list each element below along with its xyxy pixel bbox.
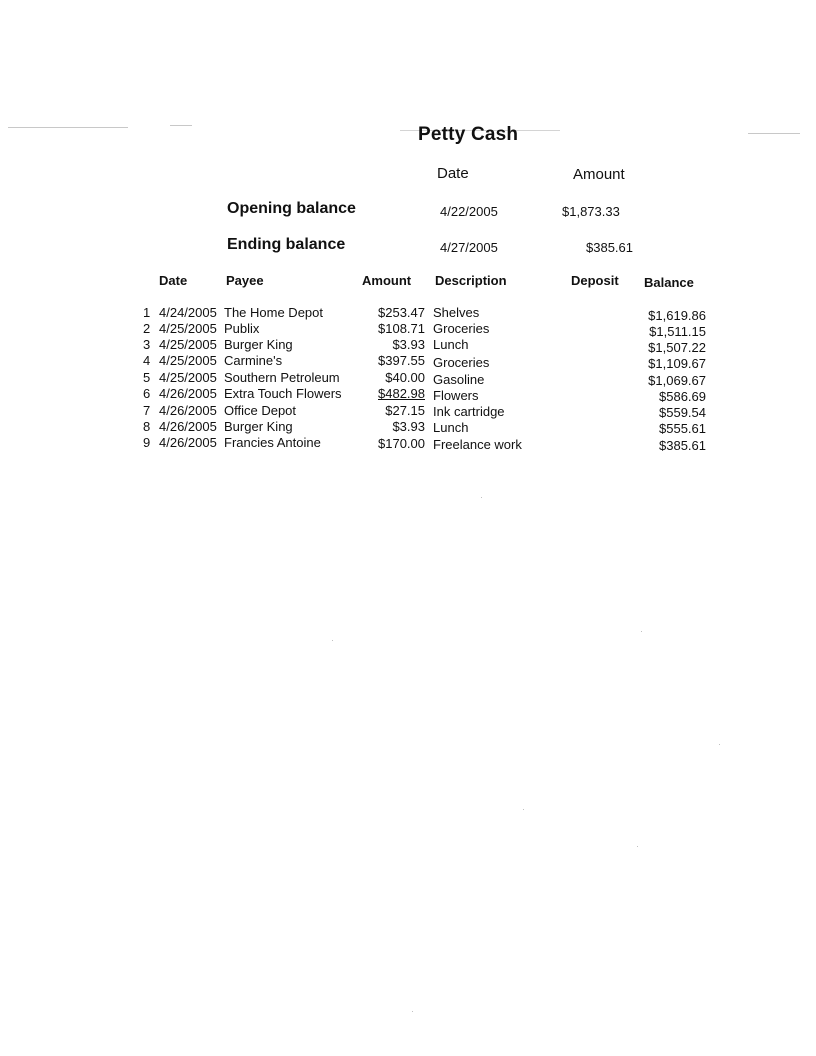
column-header-description: Description [435,273,507,288]
row-payee: The Home Depot [224,305,323,320]
row-description: Lunch [433,337,469,352]
column-header-amount: Amount [362,273,412,288]
row-amount: $253.47 [378,305,425,320]
row-date: 4/26/2005 [159,403,217,418]
row-amount: $40.00 [385,370,425,385]
page-title: Petty Cash [418,124,519,145]
opening-balance-label: Opening balance [227,200,356,217]
row-date: 4/25/2005 [159,370,217,385]
row-payee: Burger King [224,337,293,352]
scan-artifact [170,125,192,126]
column-header-payee: Payee [226,273,264,288]
row-balance: $1,507.22 [648,340,706,355]
row-description: Shelves [433,305,480,320]
row-amount: $482.98 [378,386,425,401]
row-balance: $1,619.86 [648,308,706,323]
scan-speck [332,640,333,641]
scan-speck [641,631,642,632]
scan-speck [637,846,638,847]
scan-speck [412,1011,413,1012]
summary-amount-header: Amount [573,166,625,183]
scan-speck [523,809,524,810]
row-description: Gasoline [433,372,485,387]
scan-artifact [8,127,128,128]
ending-balance-amount: $385.61 [586,240,633,255]
row-number: 9 [143,435,151,450]
row-balance: $586.69 [659,389,706,404]
row-payee: Carmine's [224,353,283,368]
row-amount: $3.93 [392,337,425,352]
row-amount: $3.93 [392,419,425,434]
table-row [0,386,816,402]
row-balance: $1,069.67 [648,373,706,388]
table-row [0,435,816,451]
row-date: 4/26/2005 [159,419,217,434]
row-amount: $170.00 [378,436,425,451]
row-amount: $108.71 [378,321,425,336]
table-row [0,403,816,419]
row-payee: Francies Antoine [224,435,321,450]
opening-balance-date: 4/22/2005 [440,204,498,219]
row-description: Lunch [433,420,469,435]
row-payee: Office Depot [224,403,297,418]
row-number: 7 [143,403,151,418]
row-date: 4/26/2005 [159,435,217,450]
row-payee: Southern Petroleum [224,370,340,385]
opening-balance-amount: $1,873.33 [562,204,620,219]
row-description: Ink cartridge [433,404,505,419]
table-row [0,305,816,321]
row-description: Groceries [433,321,490,336]
table-row [0,337,816,353]
column-header-balance: Balance [644,275,694,290]
row-description: Freelance work [433,437,522,452]
table-row [0,321,816,337]
ending-balance-date: 4/27/2005 [440,240,498,255]
column-header-deposit: Deposit [571,273,619,288]
ending-balance-label: Ending balance [227,236,346,253]
row-number: 4 [143,353,151,368]
row-balance: $559.54 [659,405,706,420]
row-number: 3 [143,337,151,352]
row-balance: $385.61 [659,438,706,453]
row-payee: Burger King [224,419,293,434]
table-row [0,353,816,369]
row-number: 5 [143,370,151,385]
row-balance: $1,511.15 [649,324,706,339]
row-number: 2 [143,321,151,336]
row-date: 4/25/2005 [159,337,217,352]
scan-speck [719,744,720,745]
row-number: 8 [143,419,151,434]
row-amount: $27.15 [385,403,425,418]
row-date: 4/24/2005 [159,305,217,320]
row-amount: $397.55 [378,353,425,368]
row-balance: $555.61 [659,421,706,436]
row-date: 4/25/2005 [159,321,217,336]
row-date: 4/25/2005 [159,353,217,368]
row-number: 6 [143,386,151,401]
scan-artifact [748,133,800,134]
summary-date-header: Date [437,165,469,182]
table-row [0,370,816,386]
row-balance: $1,109.67 [648,356,706,371]
row-description: Flowers [433,388,479,403]
table-row [0,419,816,435]
row-payee: Extra Touch Flowers [224,386,342,401]
row-date: 4/26/2005 [159,386,217,401]
scan-speck [481,497,482,498]
row-description: Groceries [433,355,490,370]
column-header-date: Date [159,273,188,288]
row-payee: Publix [224,321,260,336]
row-number: 1 [143,305,151,320]
